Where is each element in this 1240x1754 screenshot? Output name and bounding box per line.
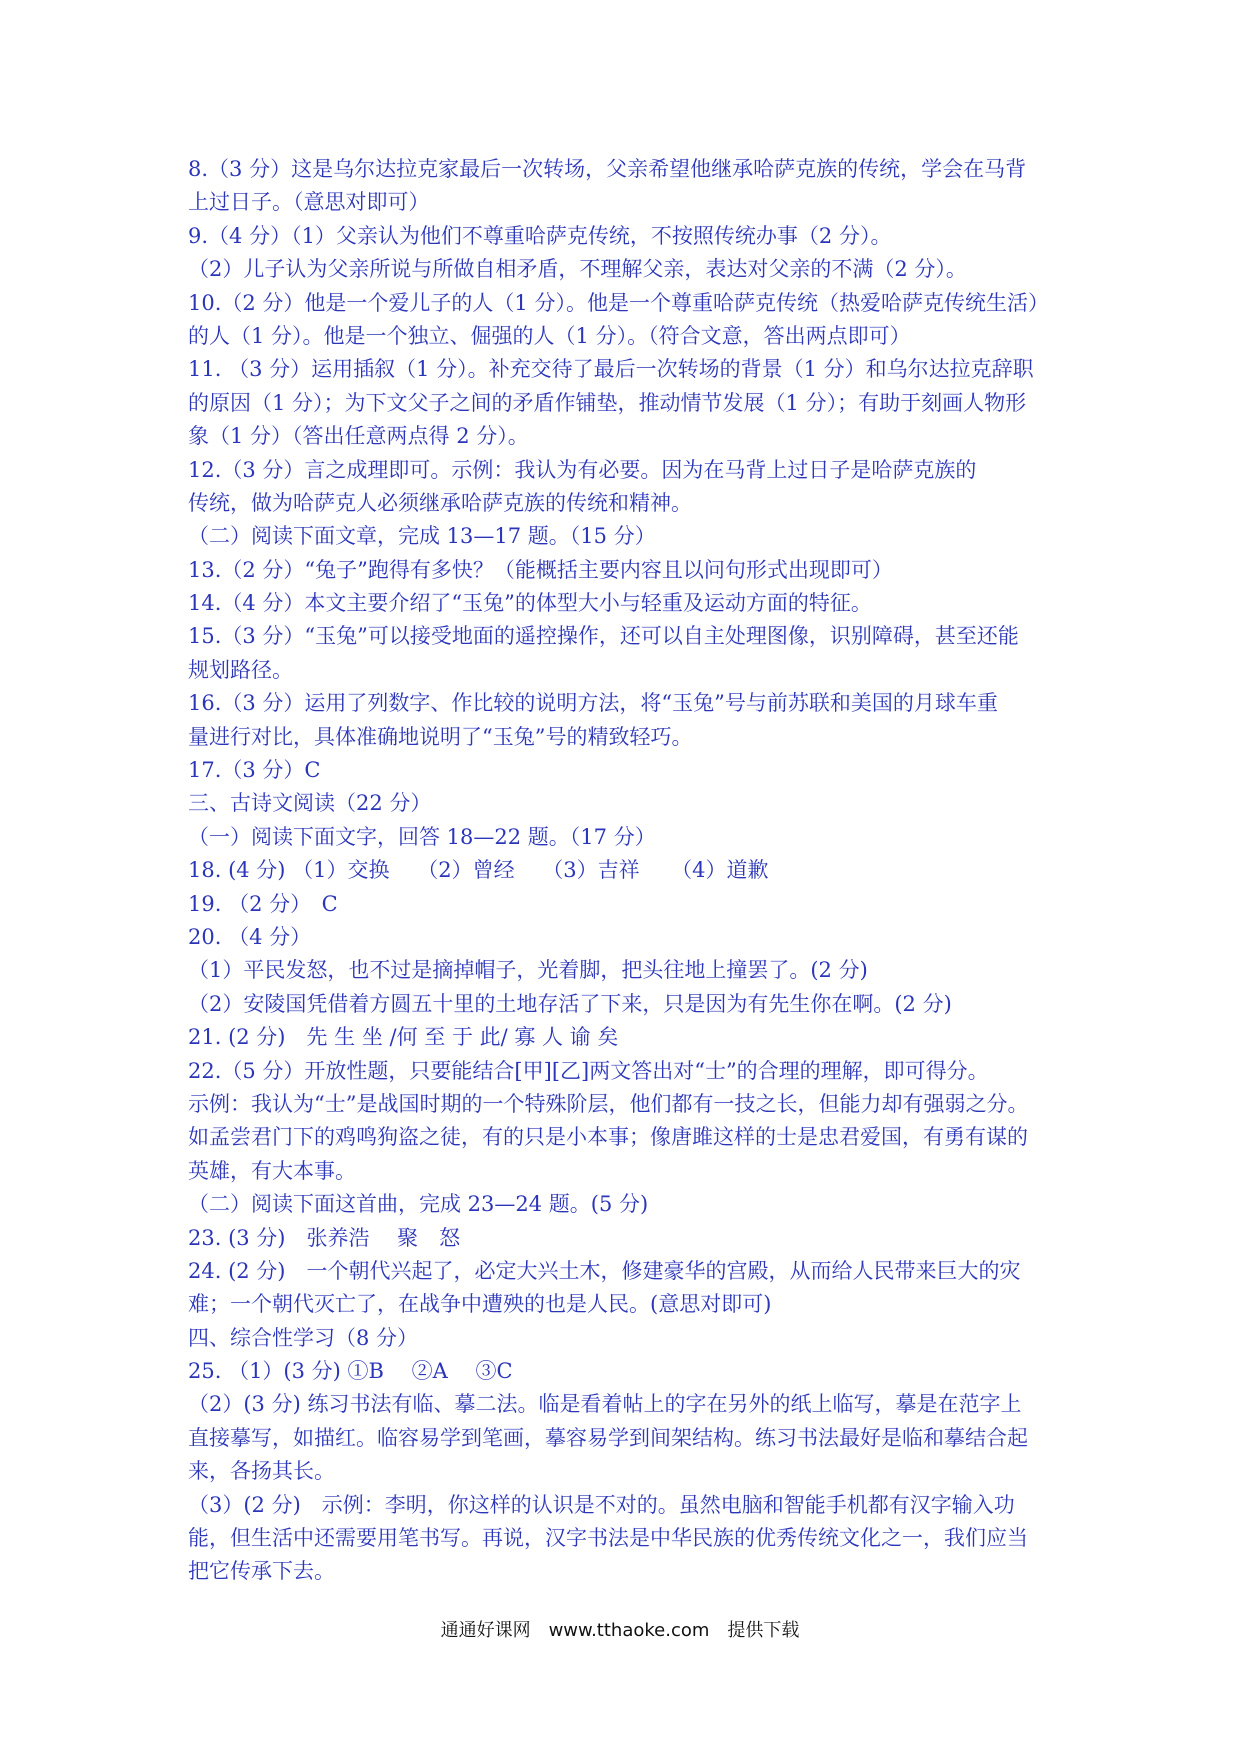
text-line: 传统，做为哈萨克人必须继承哈萨克族的传统和精神。 [188,490,692,515]
text-line: （2）安陵国凭借着方圆五十里的土地存活了下来，只是因为有先生你在啊。(2 分) [188,991,952,1016]
text-line: （1）平民发怒，也不过是摘掉帽子，光着脚，把头往地上撞罢了。(2 分) [188,958,868,983]
text-line: 上过日子。（意思对即可） [188,190,430,215]
text-line: 能，但生活中还需要用笔书写。再说，汉字书法是中华民族的优秀传统文化之一，我们应当 [188,1526,1028,1551]
text-line: 把它传承下去。 [188,1559,335,1584]
text-line: 象（1 分）（答出任意两点得 2 分）。 [188,424,529,449]
text-line: 13.（2 分）“兔子”跑得有多快？（能概括主要内容且以问句形式出现即可） [188,557,893,582]
text-line: 23. (3 分) 张养浩 聚 怒 [188,1225,461,1250]
text-line: （2）儿子认为父亲所说与所做自相矛盾，不理解父亲，表达对父亲的不满（2 分）。 [188,257,967,282]
text-line: 直接摹写，如描红。临容易学到笔画，摹容易学到间架结构。练习书法最好是临和摹结合起 [188,1425,1028,1450]
text-line: 15.（3 分）“玉兔”可以接受地面的遥控操作，还可以自主处理图像，识别障碍，甚至还能 [188,624,1019,649]
text-line: 24. (2 分) 一个朝代兴起了，必定大兴土木，修建豪华的宫殿，从而给人民带来巨大的灾 [188,1258,1021,1283]
text-line: 难；一个朝代灭亡了，在战争中遭殃的也是人民。(意思对即可) [188,1292,772,1317]
text-line: （二）阅读下面这首曲，完成 23—24 题。(5 分) [188,1192,649,1217]
text-line: 10.（2 分）他是一个爱儿子的人（1 分）。他是一个尊重哈萨克传统（热爱哈萨克传统生活） [188,290,1049,315]
text-line: （2）(3 分) 练习书法有临、摹二法。临是看着帖上的字在另外的纸上临写，摹是在范字上 [188,1392,1022,1417]
text-line: （一）阅读下面文字，回答 18—22 题。（17 分） [188,824,656,849]
text-line: 17.（3 分）C [188,758,321,783]
text-line: 的人（1 分）。他是一个独立、倔强的人（1 分）。（符合文意，答出两点即可） [188,323,911,348]
text-line: 三、古诗文阅读（22 分） [188,791,432,816]
text-line: 22.（5 分）开放性题，只要能结合[甲][乙]两文答出对“士”的合理的理解，即可得分。 [188,1058,989,1083]
text-line: 14.（4 分）本文主要介绍了“玉兔”的体型大小与轻重及运动方面的特征。 [188,591,872,616]
answer-text-body [188,153,1058,1589]
text-line: 规划路径。 [188,657,293,682]
text-line: 示例：我认为“士”是战国时期的一个特殊阶层，他们都有一技之长，但能力却有强弱之分。 [188,1091,1029,1116]
text-line: 9.（4 分）（1）父亲认为他们不尊重哈萨克传统，不按照传统办事（2 分）。 [188,223,892,248]
text-line: （二）阅读下面文章，完成 13—17 题。（15 分） [188,524,656,549]
page-footer: 通通好课网 www.tthaoke.com 提供下载 [440,1620,800,1641]
text-line: 11. （3 分）运用插叙（1 分）。补充交待了最后一次转场的背景（1 分）和乌尔达拉克辞职 [188,357,1034,382]
text-line: 19. （2 分） C [188,891,338,916]
text-line: 如孟尝君门下的鸡鸣狗盗之徒，有的只是小本事；像唐雎这样的士是忠君爱国，有勇有谋的 [188,1125,1028,1150]
text-line: 的原因（1 分）；为下文父子之间的矛盾作铺垫，推动情节发展（1 分）；有助于刻画人物形 [188,390,1027,415]
text-line: 16.（3 分）运用了列数字、作比较的说明方法，将“玉兔”号与前苏联和美国的月球车重 [188,691,998,716]
text-line: 18. (4 分) （1）交换 （2）曾经 （3）吉祥 （4）道歉 [188,858,769,883]
text-line: 25. （1）(3 分) ①B ②A ③C [188,1359,513,1384]
text-line: 8.（3 分）这是乌尔达拉克家最后一次转场，父亲希望他继承哈萨克族的传统，学会在马背 [188,157,1027,181]
text-line: （3）(2 分) 示例：李明，你这样的认识是不对的。虽然电脑和智能手机都有汉字输入功 [188,1492,1015,1517]
text-line: 四、综合性学习（8 分） [188,1325,419,1350]
text-line: 12.（3 分）言之成理即可。示例：我认为有必要。因为在马背上过日子是哈萨克族的 [188,457,977,482]
text-line: 量进行对比，具体准确地说明了“玉兔”号的精致轻巧。 [188,724,693,749]
text-line: 来，各扬其长。 [188,1459,335,1484]
text-line: 英雄，有大本事。 [188,1158,356,1183]
text-line: 20. （4 分） [188,924,312,949]
text-line: 21. (2 分) 先 生 坐 /何 至 于 此/ 寡 人 谕 矣 [188,1025,619,1050]
